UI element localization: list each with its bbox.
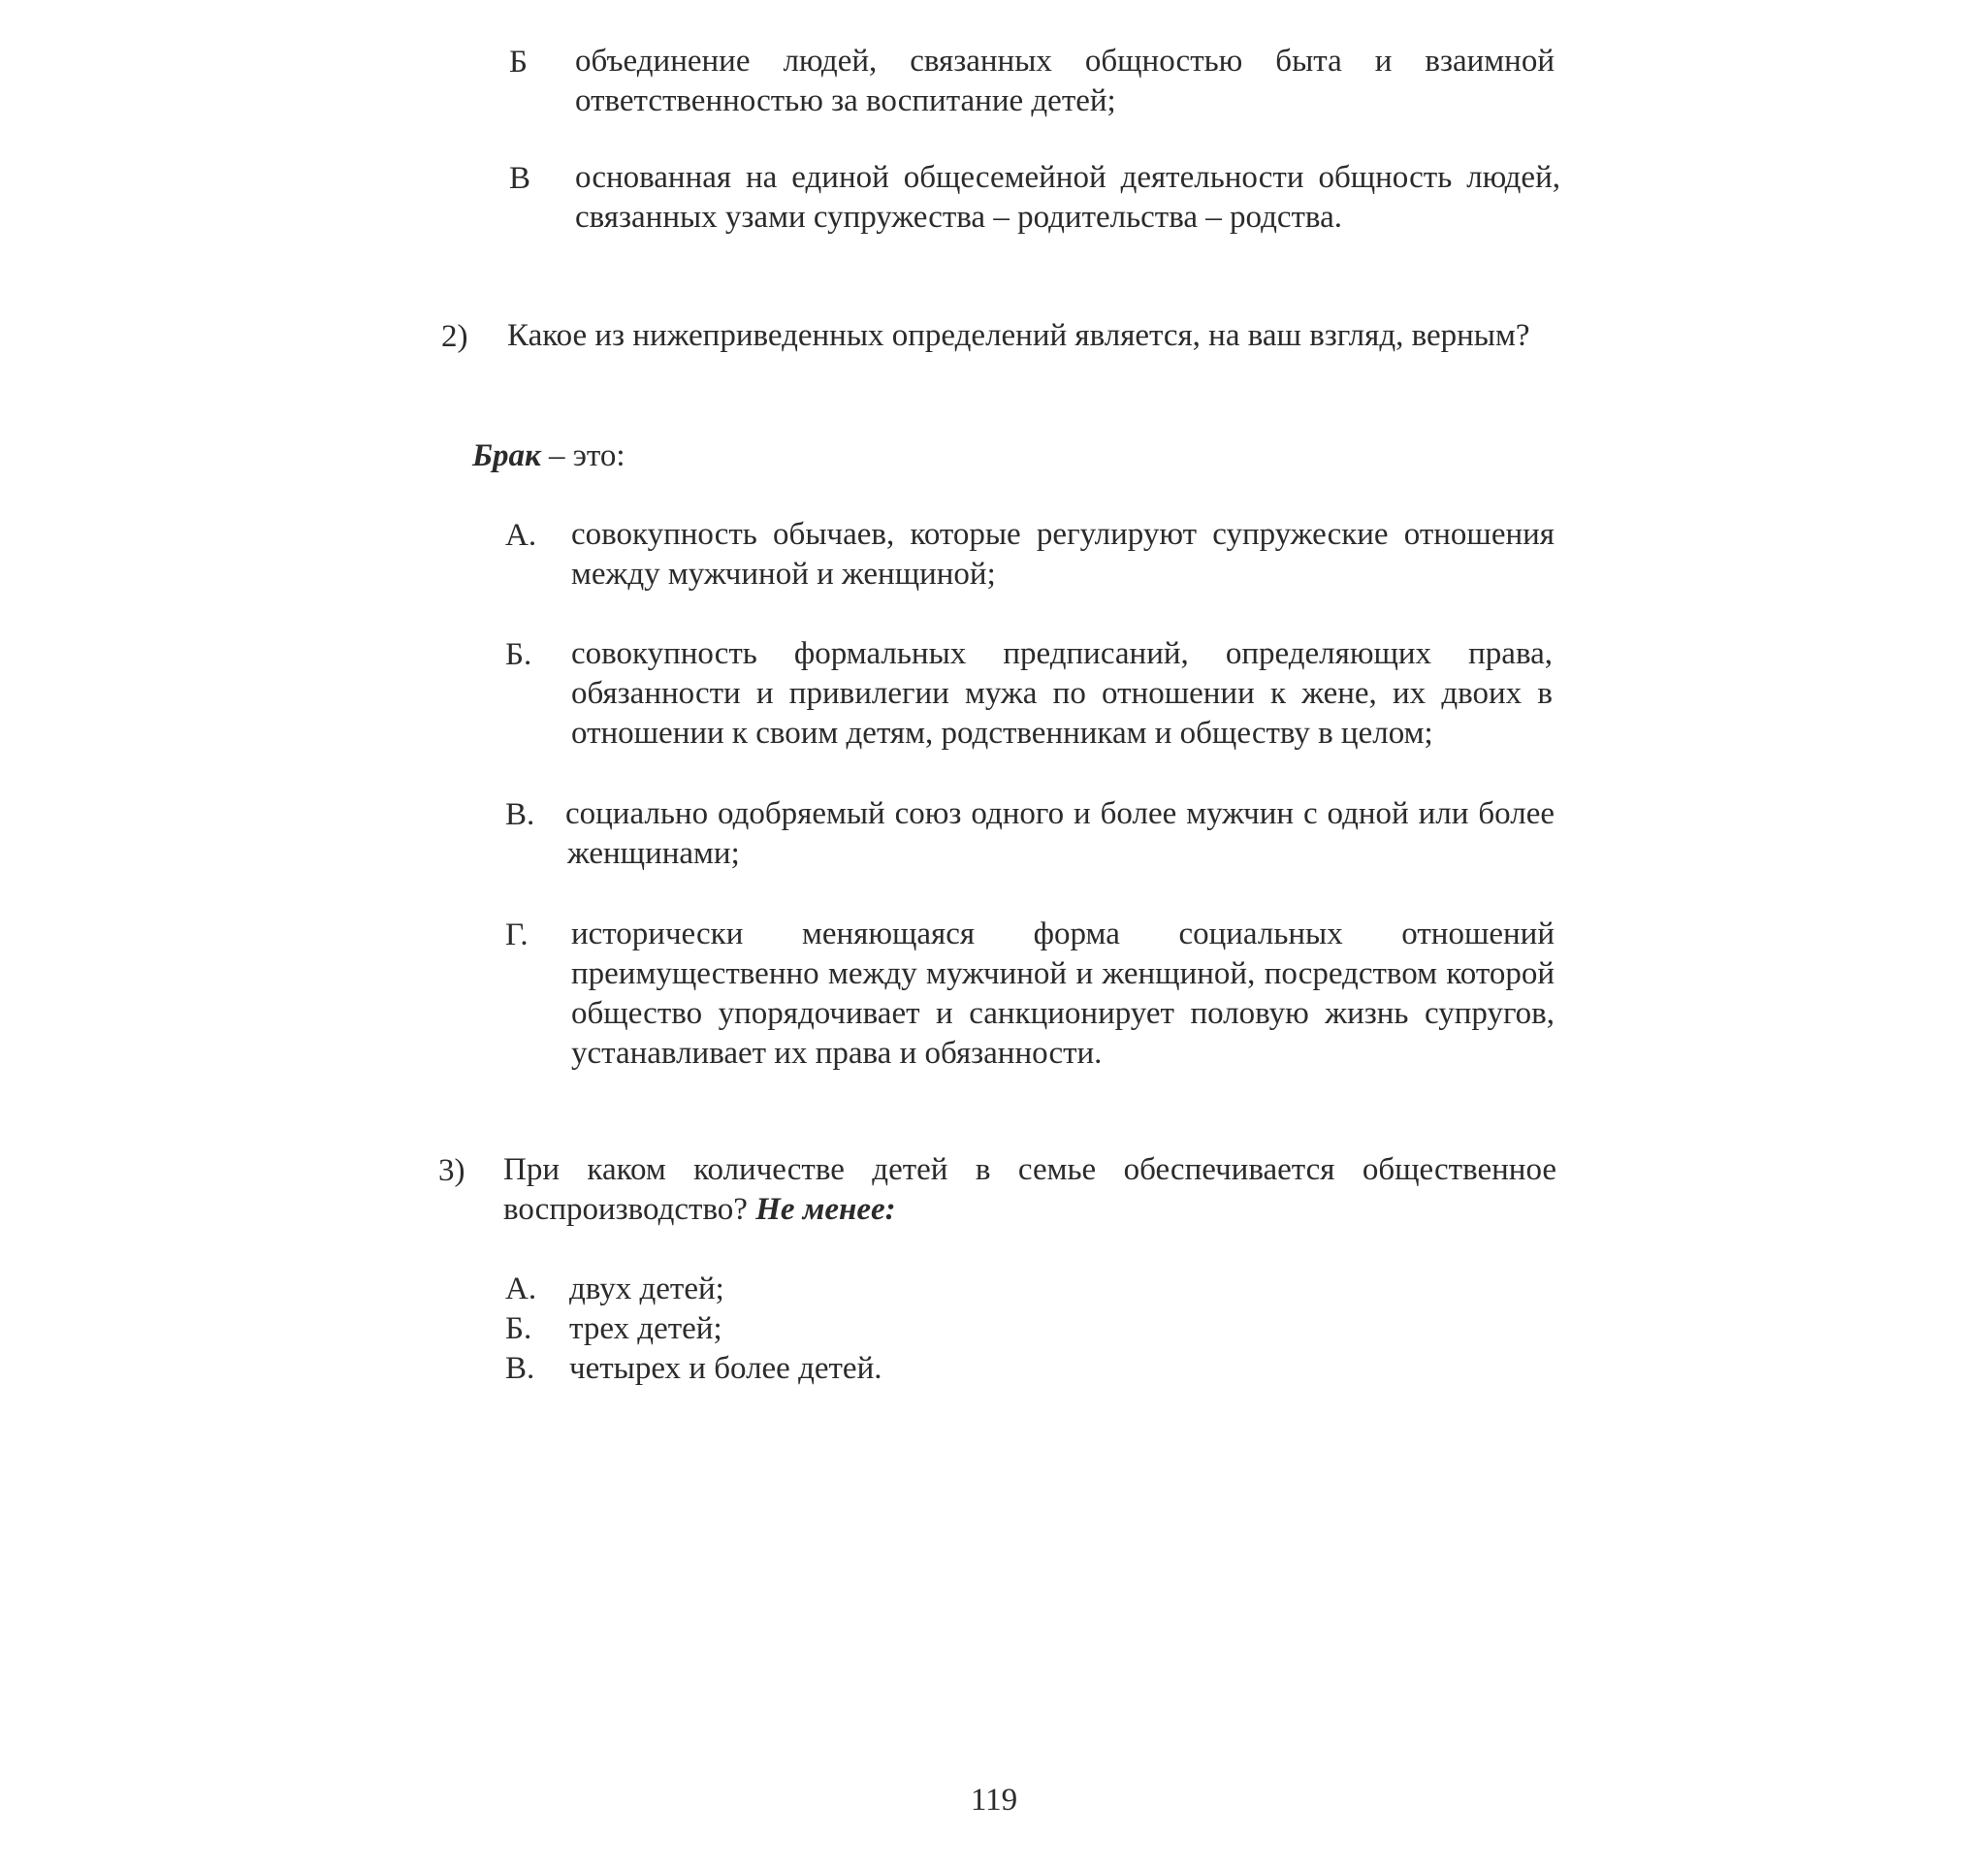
question-number: 2) [441, 319, 468, 354]
answer-option-mark: Б. [505, 1311, 532, 1346]
page-number: 119 [970, 1783, 1018, 1818]
answer-option-mark: Г. [505, 917, 529, 952]
q1-option-text: основанная на единой общесемейной деятельности общность людей, связанных узами супружества – родительства – родства. [575, 160, 1560, 235]
q1-option-mark: В [509, 161, 531, 196]
answer-option-mark: А. [505, 1271, 537, 1306]
answer-option-text: четырех и более детей. [569, 1351, 882, 1386]
question-text: Какое из нижеприведенных определений является, на ваш взгляд, верным? [507, 318, 1530, 353]
answer-option-text: трех детей; [569, 1311, 722, 1346]
answer-option-mark: В. [505, 1351, 535, 1386]
defined-term: Брак [472, 438, 541, 473]
answer-option-text: исторически меняющаяся форма социальных отношений преимущественно между мужчиной и женщиной, посредством которой общество упорядочивает и санкционирует половую жизнь супругов, устанавливает их права и обязанности. [571, 917, 1555, 1071]
answer-option-text: совокупность обычаев, которые регулируют супружеские отношения между мужчиной и женщиной; [571, 517, 1555, 592]
definition-lead [472, 436, 625, 475]
question-number: 3) [438, 1153, 465, 1188]
answer-option-mark: В. [505, 797, 535, 832]
answer-option-mark: А. [505, 518, 537, 553]
question-text-main: При каком количестве детей в семье обеспечивается общественное воспроизводство? [503, 1152, 1556, 1227]
answer-option-mark: Б. [505, 637, 532, 672]
q1-option-mark: Б [509, 45, 528, 80]
question-emphasis: Не менее: [755, 1192, 896, 1227]
defined-term-suffix: – это: [540, 438, 625, 473]
answer-option-text: социально одобряемый союз одного и более мужчин с одной или более женщинами; [565, 796, 1555, 871]
q1-option-text: объединение людей, связанных общностью быта и взаимной ответственностью за воспитание детей; [575, 44, 1555, 118]
answer-option-text: совокупность формальных предписаний, определяющих права, обязанности и привилегии мужа по отношении к жене, их двоих в отношении к своим детям, родственникам и обществу в целом; [571, 636, 1553, 751]
answer-option-text: двух детей; [569, 1271, 724, 1306]
question-text [503, 1150, 1556, 1230]
